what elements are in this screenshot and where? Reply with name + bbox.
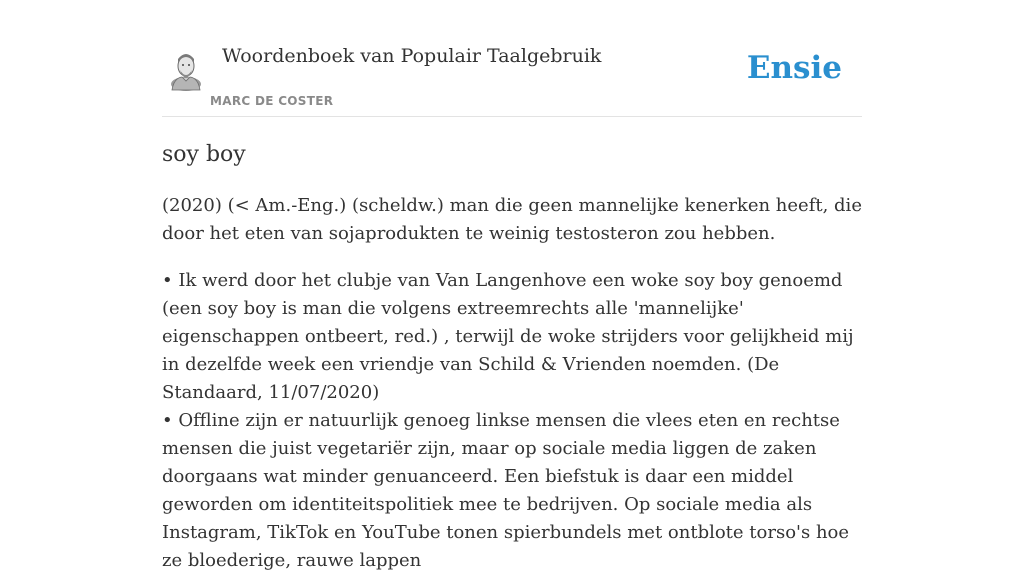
quote-item: • Ik werd door het clubje van Van Langenhove een woke soy boy genoemd (een soy boy is man die volgens extreemrechts alle 'mannelijke' eigenschappen ontbeert, red.) , terwijl de woke strijders voor gelijkheid mij in dezelfde week een vriendje van Schild & Vrienden noemden. (De Standaard, 11/07/2020) (162, 270, 854, 403)
dictionary-title[interactable]: Woordenboek van Populair Taalgebruik (222, 45, 602, 67)
entry-content (162, 138, 862, 575)
author-name[interactable]: MARC DE COSTER (210, 94, 334, 108)
quote-item: • Offline zijn er natuurlijk genoeg linkse mensen die vlees eten en rechtse mensen die juist vegetariër zijn, maar op sociale media liggen de zaken doorgaans wat minder genuanceerd. Een biefstuk is daar een middel geworden om identiteitspolitiek mee te bedrijven. Op sociale media als Instagram, TikTok en YouTube tonen spierbundels met ontblote torso's hoe ze bloederige, rauwe lappen (162, 410, 850, 571)
entry-quotes (162, 267, 862, 575)
entry-term: soy boy (162, 142, 246, 167)
author-portrait-icon (168, 50, 204, 90)
ensie-logo-link[interactable]: Ensie (746, 50, 842, 86)
site-header (162, 0, 862, 117)
author-avatar[interactable] (168, 50, 204, 90)
entry-definition: (2020) (< Am.-Eng.) (scheldw.) man die geen mannelijke kenerken heeft, die door het eten van sojaprodukten te weinig testosteron zou hebben. (162, 195, 862, 244)
